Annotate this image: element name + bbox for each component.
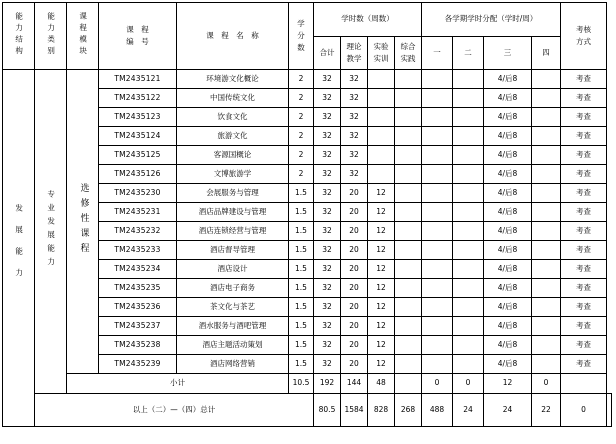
cell-theory: 20 xyxy=(341,317,368,336)
cell-comprehensive xyxy=(395,203,422,222)
header-sem1-text: 一 xyxy=(433,47,441,57)
cell-comprehensive xyxy=(395,184,422,203)
cell-sem1 xyxy=(422,127,453,146)
cell-sem1 xyxy=(422,260,453,279)
cell-sem3: 4/后8 xyxy=(484,241,532,260)
header-semester-group xyxy=(422,3,561,37)
cell-name: 酒店连锁经营与管理 xyxy=(177,222,289,241)
cell-total: 32 xyxy=(314,355,341,374)
cell-comprehensive xyxy=(395,70,422,89)
cell-comprehensive xyxy=(395,89,422,108)
cell-sem3: 4/后8 xyxy=(484,146,532,165)
subtotal-total: 192 xyxy=(314,374,341,394)
header-exam-method xyxy=(561,3,607,70)
cell-sem3: 4/后8 xyxy=(484,279,532,298)
cell-credits: 1.5 xyxy=(289,241,314,260)
cell-credits: 2 xyxy=(289,127,314,146)
cell-comprehensive xyxy=(395,355,422,374)
cell-code: TM2435237 xyxy=(99,317,177,336)
cell-total: 32 xyxy=(314,165,341,184)
grand-total-comprehensive: 488 xyxy=(422,394,453,427)
cell-name: 酒店电子商务 xyxy=(177,279,289,298)
cell-sem1 xyxy=(422,108,453,127)
cell-sem3: 4/后8 xyxy=(484,89,532,108)
cell-sem1 xyxy=(422,70,453,89)
cell-name: 酒店设计 xyxy=(177,260,289,279)
header-sem3-text: 三 xyxy=(503,47,512,57)
cell-credits: 2 xyxy=(289,70,314,89)
cell-sem4 xyxy=(532,70,561,89)
cell-sem4 xyxy=(532,336,561,355)
subtotal-experiment: 48 xyxy=(368,374,395,394)
subtotal-sem4: 0 xyxy=(532,374,561,394)
cell-theory: 32 xyxy=(341,89,368,108)
cell-sem4 xyxy=(532,184,561,203)
cell-name: 中国传统文化 xyxy=(177,89,289,108)
cell-exam: 考查 xyxy=(561,89,607,108)
cell-sem2 xyxy=(453,317,484,336)
cell-name: 茶文化与茶艺 xyxy=(177,298,289,317)
cell-experiment: 12 xyxy=(368,222,395,241)
cell-sem2 xyxy=(453,146,484,165)
header-course-code-text: 课 程 编 号 xyxy=(126,25,149,46)
cell-experiment: 12 xyxy=(368,355,395,374)
cell-credits: 1.5 xyxy=(289,317,314,336)
cell-comprehensive xyxy=(395,165,422,184)
cell-exam: 考查 xyxy=(561,298,607,317)
cell-name: 酒店督导管理 xyxy=(177,241,289,260)
header-ability-structure xyxy=(3,3,35,70)
cell-theory: 32 xyxy=(341,127,368,146)
cell-total: 32 xyxy=(314,317,341,336)
subtotal-sem1: 0 xyxy=(422,374,453,394)
cell-theory: 32 xyxy=(341,108,368,127)
cell-credits: 1.5 xyxy=(289,203,314,222)
subtotal-label: 小计 xyxy=(67,374,289,394)
cell-comprehensive xyxy=(395,127,422,146)
header-sem4-text: 四 xyxy=(542,47,550,57)
cell-sem2 xyxy=(453,184,484,203)
cell-credits: 1.5 xyxy=(289,336,314,355)
cell-sem1 xyxy=(422,146,453,165)
cell-sem3: 4/后8 xyxy=(484,127,532,146)
cell-sem2 xyxy=(453,222,484,241)
cell-sem4 xyxy=(532,355,561,374)
cell-theory: 32 xyxy=(341,165,368,184)
subtotal-sem3: 12 xyxy=(484,374,532,394)
cell-experiment xyxy=(368,89,395,108)
cell-experiment xyxy=(368,146,395,165)
table-row xyxy=(3,70,612,89)
cell-name: 会展服务与管理 xyxy=(177,184,289,203)
cell-exam: 考查 xyxy=(561,241,607,260)
cell-name: 旅游文化 xyxy=(177,127,289,146)
cell-comprehensive xyxy=(395,222,422,241)
cell-comprehensive xyxy=(395,279,422,298)
cell-theory: 20 xyxy=(341,336,368,355)
header-sem3 xyxy=(484,37,532,70)
header-course-module xyxy=(67,3,99,70)
cell-experiment: 12 xyxy=(368,279,395,298)
cell-sem4 xyxy=(532,260,561,279)
cell-total: 32 xyxy=(314,222,341,241)
cell-exam: 考查 xyxy=(561,317,607,336)
cell-theory: 20 xyxy=(341,260,368,279)
cell-sem2 xyxy=(453,165,484,184)
cell-sem1 xyxy=(422,165,453,184)
cell-code: TM2435121 xyxy=(99,70,177,89)
cell-experiment xyxy=(368,165,395,184)
header-credits-text: 学 分 数 xyxy=(297,19,305,52)
cell-exam: 考查 xyxy=(561,184,607,203)
merged-course-module-text: 选修性课程 xyxy=(78,182,89,258)
cell-sem2 xyxy=(453,241,484,260)
cell-sem2 xyxy=(453,336,484,355)
cell-experiment xyxy=(368,127,395,146)
cell-experiment: 12 xyxy=(368,203,395,222)
cell-comprehensive xyxy=(395,317,422,336)
cell-total: 32 xyxy=(314,279,341,298)
cell-total: 32 xyxy=(314,89,341,108)
cell-theory: 32 xyxy=(341,70,368,89)
cell-exam: 考查 xyxy=(561,355,607,374)
cell-name: 酒店品牌建设与管理 xyxy=(177,203,289,222)
course-plan-table xyxy=(2,2,612,427)
header-course-name xyxy=(177,3,289,70)
cell-sem4 xyxy=(532,317,561,336)
subtotal-exam xyxy=(561,374,607,394)
cell-total: 32 xyxy=(314,298,341,317)
cell-experiment: 12 xyxy=(368,184,395,203)
cell-total: 32 xyxy=(314,260,341,279)
grand-total-sem2: 24 xyxy=(484,394,532,427)
header-hours-group xyxy=(314,3,422,37)
cell-sem2 xyxy=(453,70,484,89)
header-course-code xyxy=(99,3,177,70)
cell-code: TM2435235 xyxy=(99,279,177,298)
course-table-body xyxy=(3,70,612,427)
grand-total-experiment: 268 xyxy=(395,394,422,427)
cell-code: TM2435124 xyxy=(99,127,177,146)
cell-total: 32 xyxy=(314,184,341,203)
cell-sem3: 4/后8 xyxy=(484,298,532,317)
merged-course-module xyxy=(67,70,99,374)
cell-code: TM2435238 xyxy=(99,336,177,355)
cell-code: TM2435125 xyxy=(99,146,177,165)
cell-theory: 32 xyxy=(341,146,368,165)
grand-total-credits: 80.5 xyxy=(314,394,341,427)
cell-comprehensive xyxy=(395,336,422,355)
cell-sem2 xyxy=(453,260,484,279)
cell-total: 32 xyxy=(314,108,341,127)
cell-sem4 xyxy=(532,165,561,184)
cell-sem1 xyxy=(422,241,453,260)
subtotal-theory: 144 xyxy=(341,374,368,394)
cell-credits: 1.5 xyxy=(289,222,314,241)
cell-theory: 20 xyxy=(341,279,368,298)
cell-name: 文博旅游学 xyxy=(177,165,289,184)
cell-sem4 xyxy=(532,298,561,317)
subtotal-comprehensive xyxy=(395,374,422,394)
cell-sem3: 4/后8 xyxy=(484,108,532,127)
header-comprehensive xyxy=(395,37,422,70)
cell-sem1 xyxy=(422,336,453,355)
cell-code: TM2435122 xyxy=(99,89,177,108)
cell-credits: 2 xyxy=(289,108,314,127)
cell-sem4 xyxy=(532,127,561,146)
cell-code: TM2435236 xyxy=(99,298,177,317)
grand-total-sem4: 0 xyxy=(561,394,607,427)
cell-sem1 xyxy=(422,298,453,317)
cell-code: TM2435233 xyxy=(99,241,177,260)
cell-experiment: 12 xyxy=(368,241,395,260)
header-course-module-text: 课程模块 xyxy=(78,11,88,58)
cell-total: 32 xyxy=(314,203,341,222)
cell-theory: 20 xyxy=(341,355,368,374)
cell-exam: 考查 xyxy=(561,260,607,279)
cell-sem1 xyxy=(422,203,453,222)
cell-exam: 考查 xyxy=(561,70,607,89)
cell-credits: 2 xyxy=(289,165,314,184)
cell-comprehensive xyxy=(395,241,422,260)
grand-total-row xyxy=(3,394,612,427)
cell-code: TM2435230 xyxy=(99,184,177,203)
grand-total-sem3: 22 xyxy=(532,394,561,427)
grand-total-label: 以上（二）—（四）总计 xyxy=(35,394,314,427)
cell-credits: 1.5 xyxy=(289,184,314,203)
header-course-name-text: 课 程 名 称 xyxy=(206,30,259,40)
cell-exam: 考查 xyxy=(561,279,607,298)
header-total xyxy=(314,37,341,70)
cell-sem2 xyxy=(453,127,484,146)
cell-sem2 xyxy=(453,279,484,298)
header-sem2-text: 二 xyxy=(464,47,472,57)
cell-total: 32 xyxy=(314,146,341,165)
header-ability-category xyxy=(35,3,67,70)
cell-exam: 考查 xyxy=(561,222,607,241)
cell-sem2 xyxy=(453,108,484,127)
cell-credits: 2 xyxy=(289,146,314,165)
cell-exam: 考查 xyxy=(561,203,607,222)
cell-name: 饮食文化 xyxy=(177,108,289,127)
grand-total-total: 1584 xyxy=(341,394,368,427)
cell-sem4 xyxy=(532,146,561,165)
header-sem2 xyxy=(453,37,484,70)
header-ability-structure-text: 能力结构 xyxy=(14,11,24,58)
cell-sem1 xyxy=(422,222,453,241)
cell-sem2 xyxy=(453,89,484,108)
cell-sem3: 4/后8 xyxy=(484,260,532,279)
header-credits xyxy=(289,3,314,70)
cell-experiment: 12 xyxy=(368,260,395,279)
cell-sem1 xyxy=(422,279,453,298)
cell-theory: 20 xyxy=(341,184,368,203)
subtotal-sem2: 0 xyxy=(453,374,484,394)
header-ability-category-text: 能力类别 xyxy=(46,11,56,58)
merged-ability-category-text: 专业发展能力 xyxy=(46,189,56,271)
merged-ability-structure-text: 发展能力 xyxy=(14,203,24,290)
grand-total-exam xyxy=(607,394,612,427)
cell-sem2 xyxy=(453,355,484,374)
header-row-1 xyxy=(3,3,612,37)
cell-sem3: 4/后8 xyxy=(484,222,532,241)
cell-name: 酒店主题活动策划 xyxy=(177,336,289,355)
merged-ability-category xyxy=(35,70,67,394)
cell-sem3: 4/后8 xyxy=(484,355,532,374)
cell-comprehensive xyxy=(395,260,422,279)
grand-total-sem1: 24 xyxy=(453,394,484,427)
cell-sem3: 4/后8 xyxy=(484,336,532,355)
cell-exam: 考查 xyxy=(561,165,607,184)
cell-sem3: 4/后8 xyxy=(484,317,532,336)
cell-sem4 xyxy=(532,279,561,298)
subtotal-row xyxy=(3,374,612,394)
cell-sem3: 4/后8 xyxy=(484,184,532,203)
cell-theory: 20 xyxy=(341,203,368,222)
cell-sem1 xyxy=(422,317,453,336)
grand-total-theory: 828 xyxy=(368,394,395,427)
cell-total: 32 xyxy=(314,241,341,260)
merged-ability-structure xyxy=(3,70,35,427)
header-theory xyxy=(341,37,368,70)
cell-comprehensive xyxy=(395,108,422,127)
cell-sem4 xyxy=(532,203,561,222)
cell-experiment: 12 xyxy=(368,298,395,317)
header-semester-group-text: 各学期学时分配（学时/周） xyxy=(444,14,538,24)
cell-sem2 xyxy=(453,203,484,222)
cell-sem3: 4/后8 xyxy=(484,165,532,184)
cell-code: TM2435126 xyxy=(99,165,177,184)
cell-exam: 考查 xyxy=(561,336,607,355)
course-plan-table-wrapper xyxy=(2,2,612,427)
cell-code: TM2435232 xyxy=(99,222,177,241)
cell-credits: 1.5 xyxy=(289,355,314,374)
cell-credits: 1.5 xyxy=(289,279,314,298)
cell-theory: 20 xyxy=(341,222,368,241)
cell-name: 酒水服务与酒吧管理 xyxy=(177,317,289,336)
cell-sem1 xyxy=(422,184,453,203)
cell-experiment xyxy=(368,70,395,89)
cell-experiment: 12 xyxy=(368,317,395,336)
cell-name: 客源国概论 xyxy=(177,146,289,165)
cell-sem2 xyxy=(453,298,484,317)
cell-sem4 xyxy=(532,222,561,241)
header-experiment xyxy=(368,37,395,70)
cell-code: TM2435231 xyxy=(99,203,177,222)
cell-credits: 2 xyxy=(289,89,314,108)
cell-code: TM2435234 xyxy=(99,260,177,279)
cell-theory: 20 xyxy=(341,298,368,317)
cell-sem3: 4/后8 xyxy=(484,70,532,89)
cell-sem4 xyxy=(532,241,561,260)
cell-exam: 考查 xyxy=(561,127,607,146)
cell-code: TM2435123 xyxy=(99,108,177,127)
header-exam-method-text: 考核 方式 xyxy=(576,25,592,46)
cell-code: TM2435239 xyxy=(99,355,177,374)
cell-sem4 xyxy=(532,108,561,127)
cell-name: 酒店网络营销 xyxy=(177,355,289,374)
cell-comprehensive xyxy=(395,146,422,165)
cell-theory: 20 xyxy=(341,241,368,260)
header-sem4 xyxy=(532,37,561,70)
header-experiment-text: 实验 实训 xyxy=(373,42,389,63)
cell-credits: 1.5 xyxy=(289,260,314,279)
cell-credits: 1.5 xyxy=(289,298,314,317)
cell-exam: 考查 xyxy=(561,108,607,127)
subtotal-credits: 10.5 xyxy=(289,374,314,394)
cell-sem1 xyxy=(422,89,453,108)
cell-sem4 xyxy=(532,89,561,108)
header-sem1 xyxy=(422,37,453,70)
header-hours-group-text: 学时数（周数） xyxy=(341,14,394,24)
cell-total: 32 xyxy=(314,336,341,355)
cell-experiment xyxy=(368,108,395,127)
header-theory-text: 理论 教学 xyxy=(346,42,362,63)
cell-total: 32 xyxy=(314,127,341,146)
cell-exam: 考查 xyxy=(561,146,607,165)
header-total-text: 合计 xyxy=(319,47,335,57)
cell-name: 环境游文化概论 xyxy=(177,70,289,89)
cell-comprehensive xyxy=(395,298,422,317)
cell-experiment: 12 xyxy=(368,336,395,355)
cell-sem1 xyxy=(422,355,453,374)
header-comprehensive-text: 综合 实践 xyxy=(400,42,416,63)
cell-total: 32 xyxy=(314,70,341,89)
cell-sem3: 4/后8 xyxy=(484,203,532,222)
